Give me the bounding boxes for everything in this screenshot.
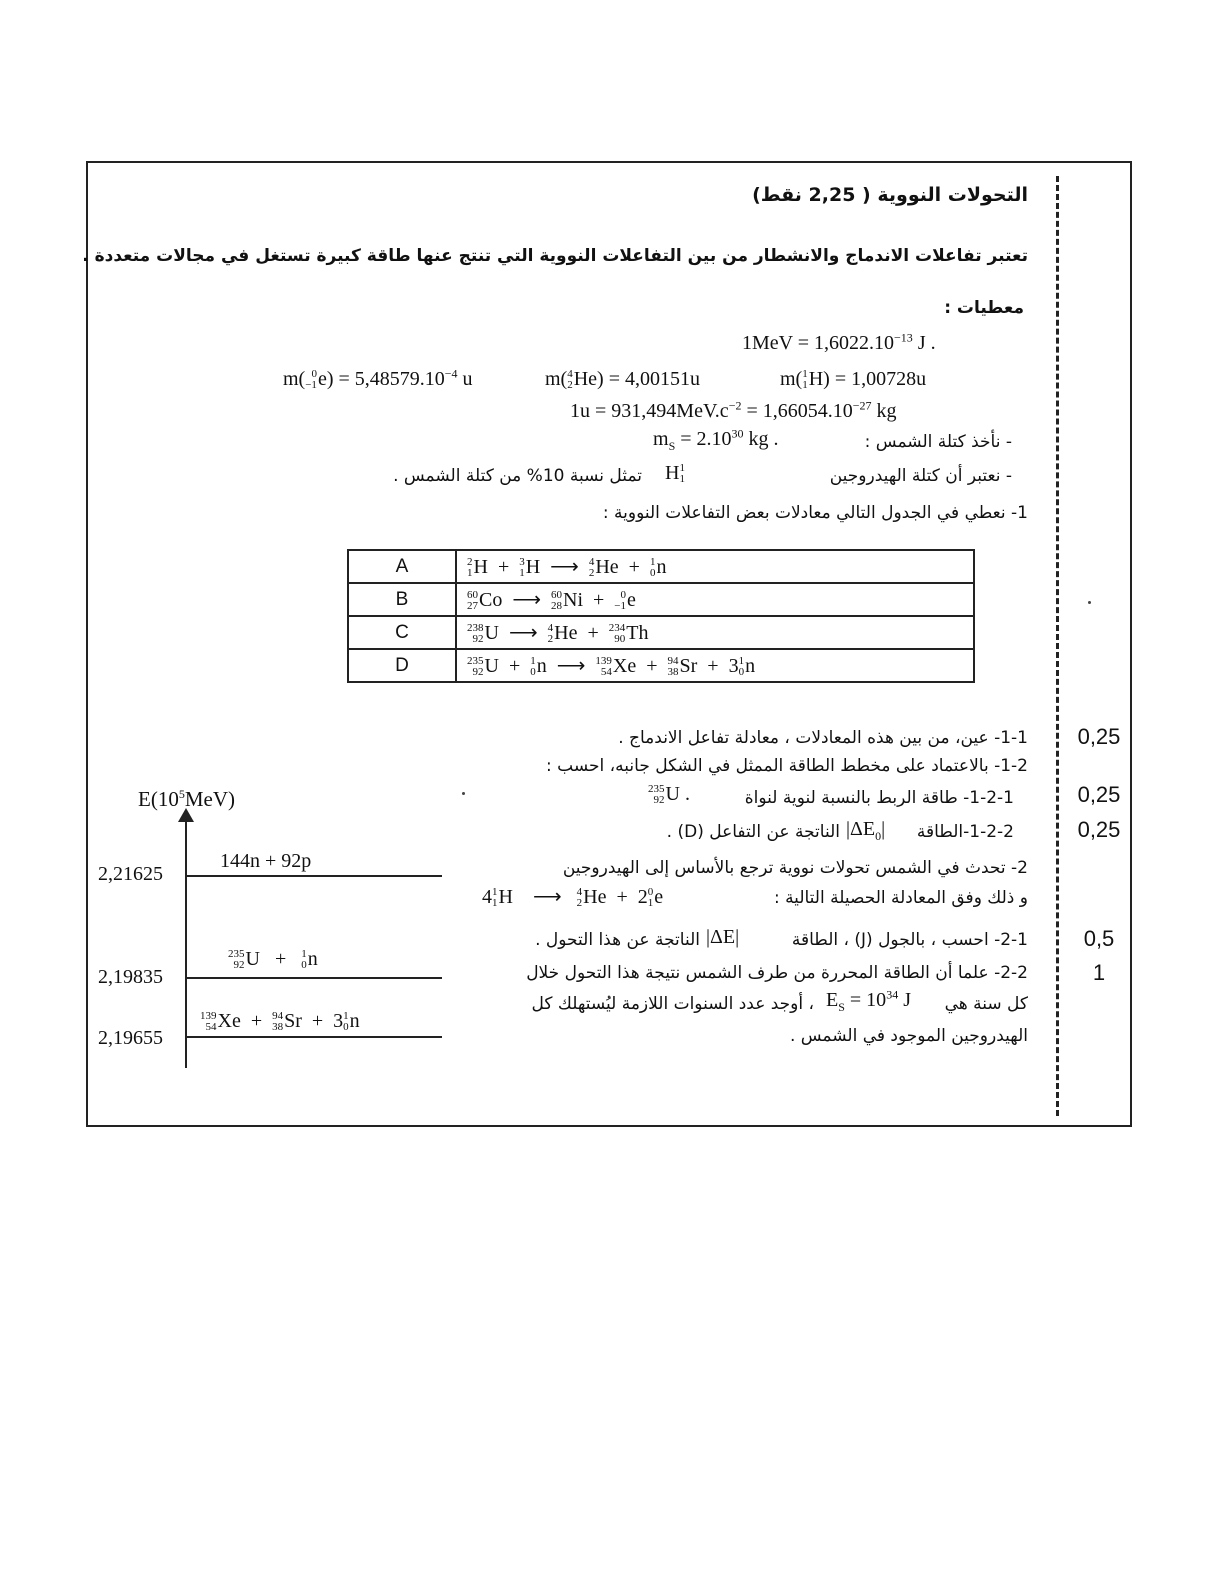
hydrogen-symbol: H 1 1 [665, 462, 685, 486]
q2-intro-a: 2- تحدث في الشمس تحولات نووية ترجع بالأساس إلى الهيدروجين [562, 858, 1028, 878]
given-mev: $1MeV = 1,6022.10^{-13}$ J . [742, 330, 936, 354]
given-sun-mass-text: - نأخذ كتلة الشمس : [864, 432, 1012, 452]
uranium-235-symbol: 235 92 U . [648, 783, 690, 807]
table-row [348, 550, 974, 583]
energy-level-2-label: 235 92 U + 1 0 n [228, 948, 318, 972]
q1-2-2b: الناتجة عن التفاعل (D) . [666, 822, 840, 842]
given-hydrogen-fraction-a: - نعتبر أن كتلة الهيدروجين [829, 466, 1012, 486]
reaction-label: D [348, 649, 456, 682]
q2-2b: كل سنة هي [944, 994, 1028, 1014]
energy-axis-label: $E(10^5MeV)$ [138, 787, 235, 811]
margin-divider [1056, 176, 1059, 1116]
q2-1b: الناتجة عن هذا التحول . [535, 930, 700, 950]
mark-q1-1: 0,25 [1077, 724, 1121, 749]
q1-2: 1-2- بالاعتماد على مخطط الطاقة الممثل في الشكل جانبه، احسب : [546, 756, 1028, 776]
energy-level-1 [186, 875, 442, 877]
sun-energy-expression: $E_S = 10^{34}$ J [826, 987, 911, 1014]
energy-level-2-value: 2,19835 [98, 966, 163, 988]
table-row [348, 649, 974, 682]
reaction-equation: 2 1 H + 3 1 H ⟶ 4 2 He + 1 0 n [456, 550, 974, 583]
sun-fusion-equation: 4 1 1 H ⟶ 4 2 He + 2 0 1 e [482, 886, 664, 910]
delta-e0-symbol: $|\Delta E_0|$ [846, 818, 886, 843]
given-hydrogen-fraction-b: تمثل نسبة 10% من كتلة الشمس . [393, 466, 642, 486]
mark-q1-2-2: 0,25 [1077, 817, 1121, 842]
delta-e-symbol: |ΔE| [706, 926, 740, 948]
reaction-label: C [348, 616, 456, 649]
reactions-table [347, 549, 975, 683]
given-hydrogen-mass: m( 1 1 H) = 1,00728u [780, 368, 927, 392]
reaction-label: B [348, 583, 456, 616]
energy-level-3-label: 139 54 Xe + 94 38 Sr + 3 1 0 n [200, 1010, 360, 1034]
q2-2a: 2-2- علما أن الطاقة المحررة من طرف الشمس نتيجة هذا التحول خلال [526, 963, 1028, 983]
reaction-equation: 60 27 Co ⟶ 60 28 Ni + 0 −1 e [456, 583, 974, 616]
energy-level-2 [186, 977, 442, 979]
given-sun-mass: $m_S = 2.10^{30}$ kg . [653, 426, 779, 453]
q1-2-2a: 1-2-2-الطاقة [916, 822, 1014, 842]
scan-speck [462, 792, 465, 795]
table-row [348, 583, 974, 616]
reaction-label: A [348, 550, 456, 583]
givens-heading: معطيات : [944, 298, 1024, 318]
q1-2-1: 1-2-1- طاقة الربط بالنسبة لنوية لنواة [744, 788, 1014, 808]
mark-q1-2-1: 0,25 [1077, 782, 1121, 807]
energy-level-3-value: 2,19655 [98, 1027, 163, 1049]
energy-level-3 [186, 1036, 442, 1038]
reaction-equation: 238 92 U ⟶ 4 2 He + 234 90 Th [456, 616, 974, 649]
q2-1a: 2-1- احسب ، بالجول (J) ، الطاقة [791, 930, 1028, 950]
q2-2c: ، أوجد عدد السنوات اللازمة ليُستهلك كل [531, 994, 814, 1014]
intro-text: تعتبر تفاعلات الاندماج والانشطار من بين التفاعلات النووية التي تنتج عنها طاقة كبيرة تستغل في مجالات متعددة . [82, 246, 1028, 266]
q2-2d: الهيدروجين الموجود في الشمس . [789, 1026, 1028, 1046]
given-helium-mass: m( 4 2 He) = 4,00151u [545, 368, 700, 392]
mark-q2-2: 1 [1092, 960, 1106, 985]
energy-level-1-label: 144n + 92p [220, 850, 312, 872]
given-atomic-mass-unit: $1u = 931,494MeV.c^{-2} = 1,66054.10^{-27}$ kg [570, 398, 897, 422]
q1-1: 1-1- عين، من بين هذه المعادلات ، معادلة تفاعل الاندماج . [618, 728, 1028, 748]
exercise-title: التحولات النووية ( 2,25 نقط) [752, 184, 1028, 206]
energy-level-1-value: 2,21625 [98, 863, 163, 885]
q1-intro: 1- نعطي في الجدول التالي معادلات بعض التفاعلات النووية : [602, 503, 1028, 523]
reaction-equation: 235 92 U + 1 0 n ⟶ 139 54 Xe + 94 38 Sr + 3 1 0 n [456, 649, 974, 682]
given-electron-mass: m( 0 −1 $e) = 5,48579.10^{-4}$ u [283, 366, 473, 392]
table-row [348, 616, 974, 649]
scan-speck [1088, 601, 1091, 604]
q2-intro-b: و ذلك وفق المعادلة الحصيلة التالية : [773, 888, 1028, 908]
energy-axis [185, 818, 187, 1068]
mark-q2-1: 0,5 [1083, 926, 1115, 951]
